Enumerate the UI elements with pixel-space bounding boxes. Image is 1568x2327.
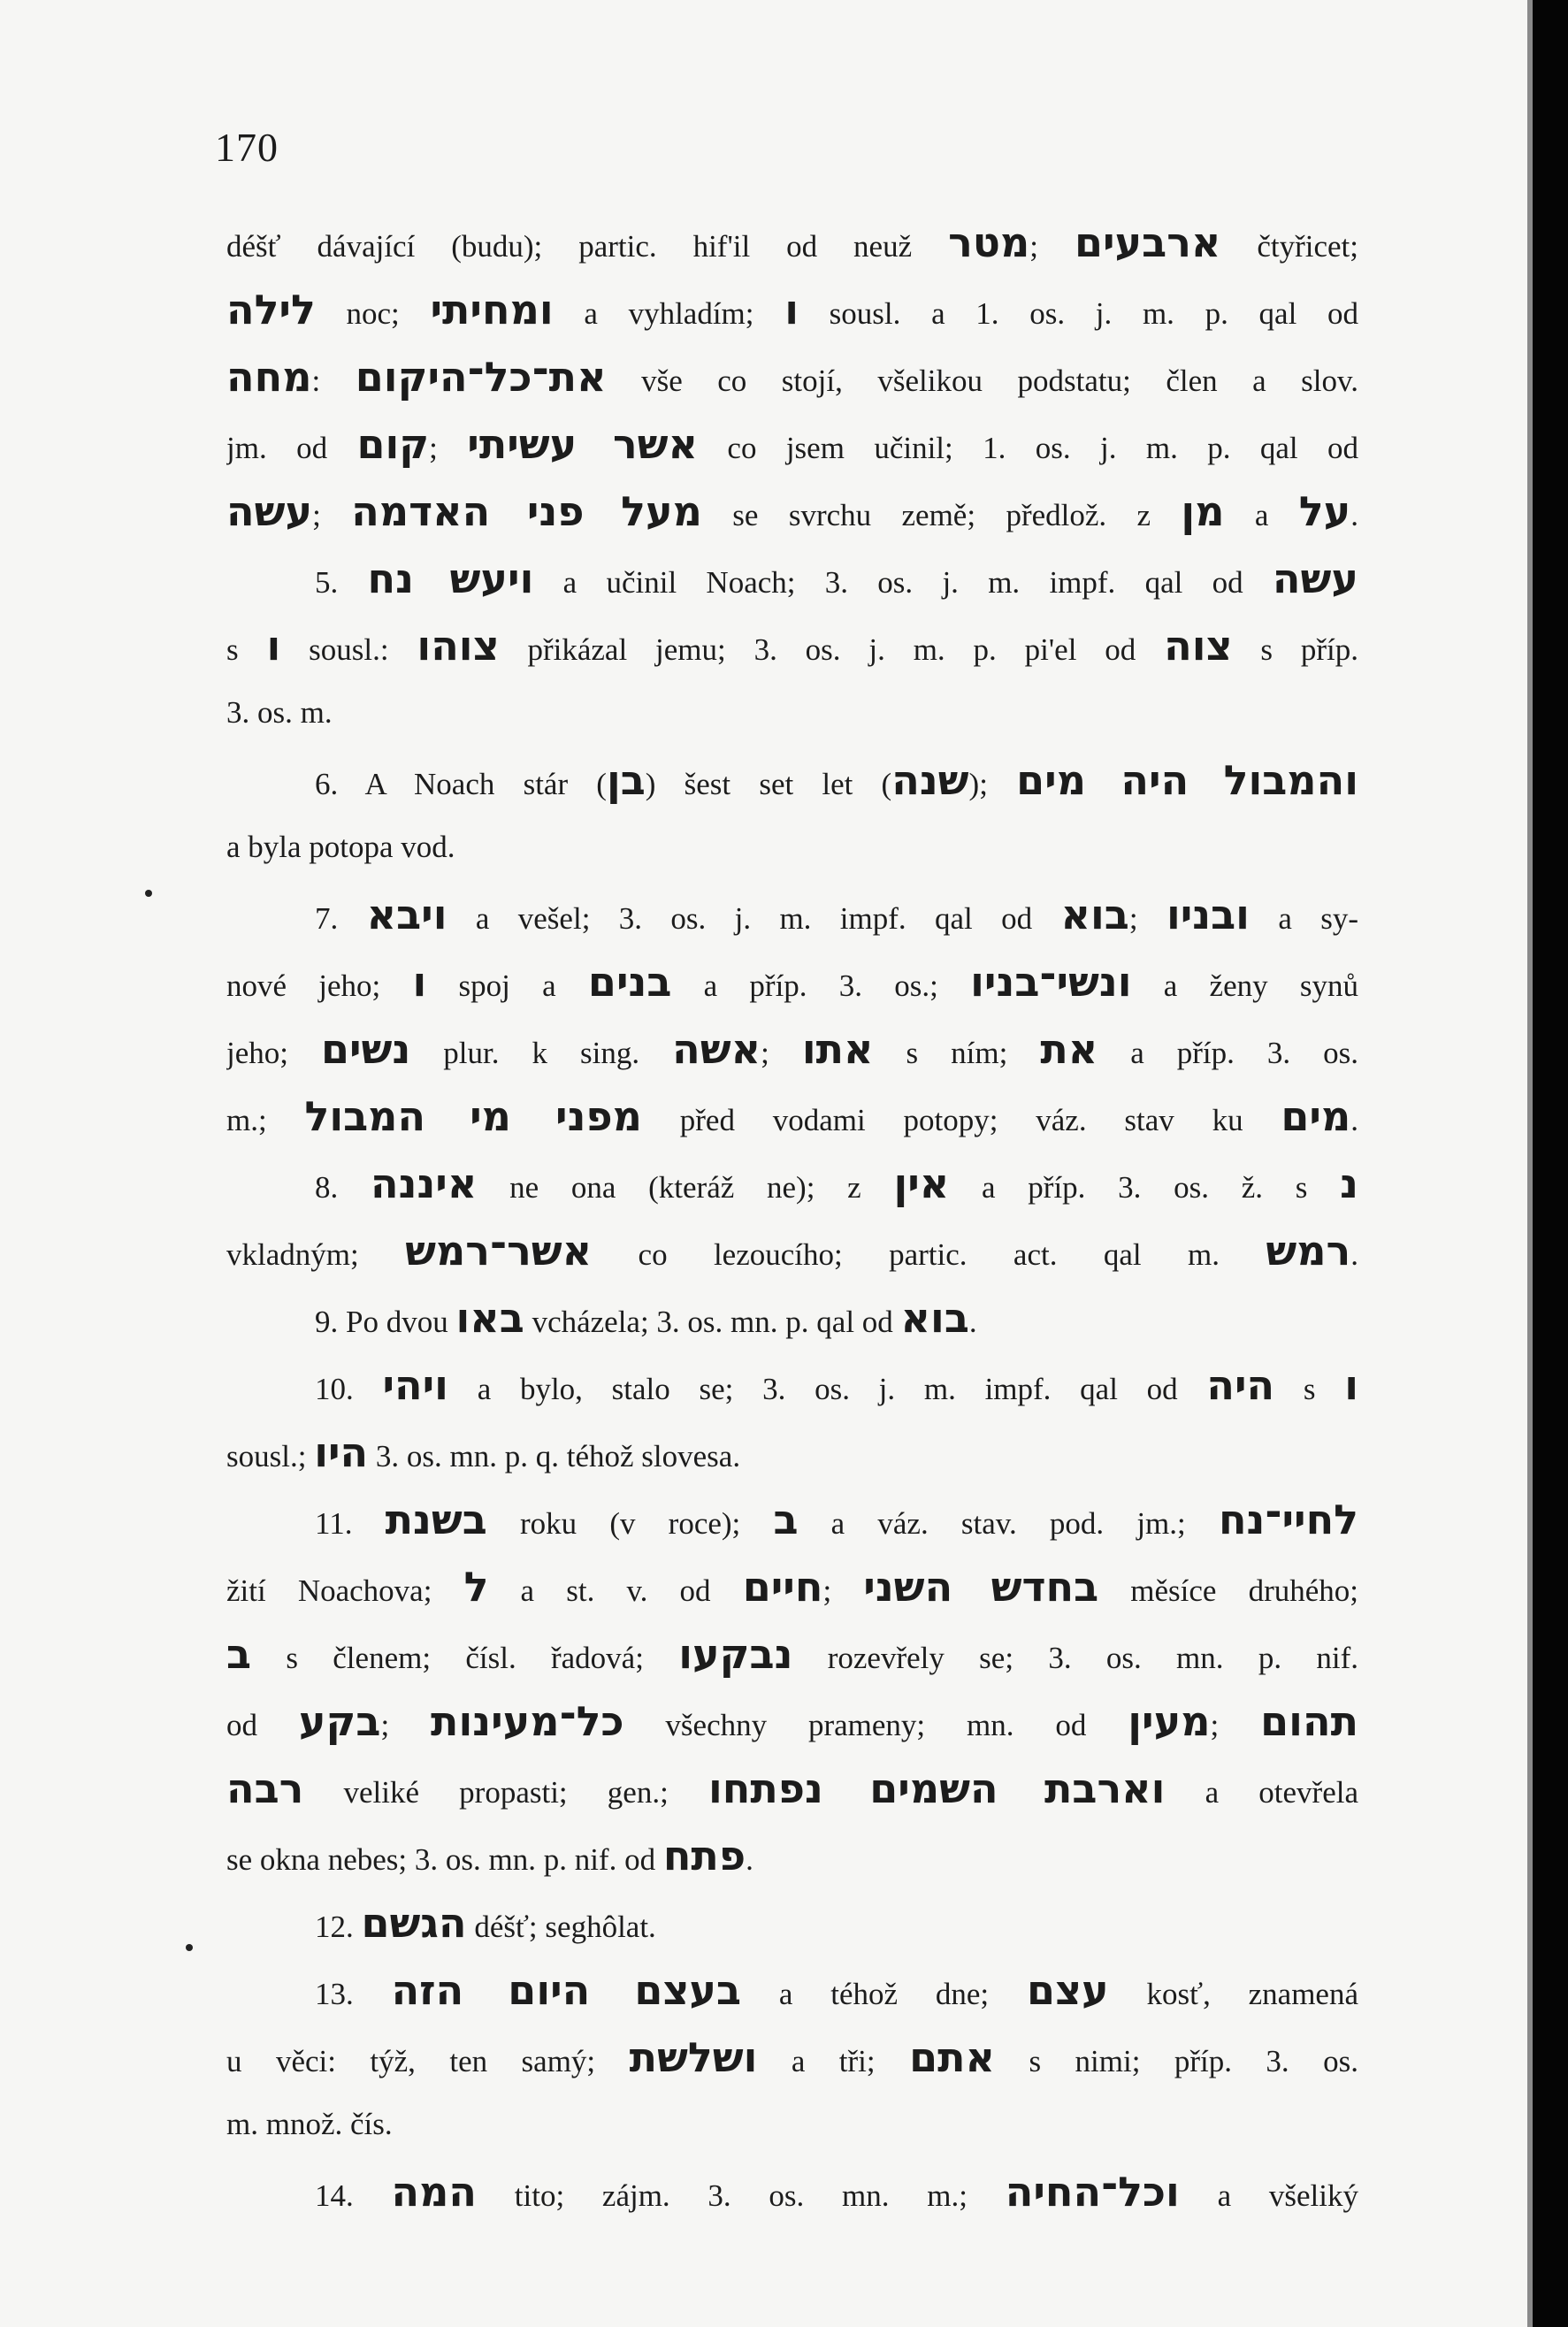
text-line: jm. od קום; אשר עשיתי co jsem učinil; 1. os. j. m. p. qal od: [226, 420, 1358, 468]
hebrew-word: נשים: [320, 1025, 411, 1073]
hebrew-word: נבקעו: [678, 1630, 793, 1678]
hebrew-word: לילה: [226, 286, 316, 333]
text-line: jeho; נשים plur. k sing. אשה; אתו s ním; את a příp. 3. os.: [226, 1025, 1358, 1073]
text-line: לילה noc; ומחיתי a vyhladím; ו sousl. a 1. os. j. m. p. qal od: [226, 286, 1358, 333]
hebrew-word: קום: [356, 420, 430, 468]
hebrew-word: את: [1040, 1025, 1098, 1073]
hebrew-word: בחדש השני: [863, 1563, 1099, 1611]
text-body: [226, 209, 1358, 2225]
hebrew-word: מן: [1181, 487, 1225, 535]
hebrew-word: עשה: [1272, 555, 1358, 602]
hebrew-word: אשר עשיתי: [467, 420, 699, 468]
hebrew-word: אין: [893, 1160, 950, 1207]
hebrew-word: בנים: [587, 958, 672, 1006]
hebrew-word: מעין: [1128, 1697, 1211, 1745]
margin-dot: [186, 1944, 193, 1951]
hebrew-word: אתם: [909, 2033, 996, 2081]
hebrew-word: היו: [314, 1428, 369, 1476]
hebrew-word: ומחיתי: [430, 286, 554, 333]
hebrew-word: צוהו: [417, 622, 500, 670]
hebrew-word: ב: [773, 1496, 799, 1543]
text-line: 3. os. m.: [226, 695, 333, 730]
hebrew-word: על: [1298, 487, 1351, 535]
text-line: 10. ויהי a bylo, stalo se; 3. os. j. m. impf. qal od היה s ו: [315, 1361, 1358, 1409]
text-line: רבה veliké propasti; gen.; וארבת השמים נפתחו a otevřela: [226, 1764, 1358, 1812]
text-line: 7. ויבא a vešel; 3. os. j. m. impf. qal od בוא; ובניו a sy-: [315, 891, 1358, 938]
text-line: m. množ. čís.: [226, 2107, 393, 2141]
hebrew-word: מפני מי המבול: [304, 1092, 642, 1140]
hebrew-word: ל: [463, 1563, 489, 1611]
hebrew-word: אתו: [801, 1025, 874, 1073]
hebrew-word: פתח: [662, 1832, 746, 1879]
text-line: 11. בשנת roku (v roce); ב a váz. stav. pod. jm.; לחיי־נח: [315, 1496, 1358, 1543]
hebrew-word: ויהי: [382, 1361, 448, 1409]
hebrew-word: באו: [455, 1294, 524, 1342]
hebrew-word: ויבא: [366, 891, 447, 938]
text-line: m.; מפני מי המבול před vodami potopy; váz. stav ku מים.: [226, 1092, 1358, 1140]
text-line: 13. בעצם היום הזה a téhož dne; עצם kosť, znamená: [315, 1966, 1358, 2014]
hebrew-word: ב: [226, 1630, 252, 1678]
text-line: vkladným; אשר־רמש co lezoucího; partic. act. qal m. רמש.: [226, 1227, 1358, 1274]
hebrew-word: עצם: [1026, 1966, 1109, 2014]
hebrew-word: בקע: [298, 1697, 381, 1745]
hebrew-word: וכל־החיה: [1005, 2168, 1180, 2216]
hebrew-word: בן: [606, 756, 646, 804]
text-line: 12. הגשם déšť; seghôlat.: [315, 1899, 656, 1947]
hebrew-word: היה: [1206, 1361, 1275, 1409]
page-number: 170: [215, 125, 279, 170]
book-edge: [1533, 0, 1568, 2327]
hebrew-word: ו: [266, 622, 281, 670]
hebrew-word: מחה: [226, 353, 312, 401]
hebrew-word: בוא: [900, 1294, 969, 1342]
text-line: עשה; מעל פני האדמה se svrchu země; předlož. z מן a על.: [226, 487, 1358, 535]
hebrew-word: צוה: [1164, 622, 1233, 670]
hebrew-word: איננה: [371, 1160, 478, 1207]
hebrew-word: מטר: [948, 218, 1030, 266]
margin-dot: [145, 890, 152, 897]
hebrew-word: בוא: [1060, 891, 1129, 938]
hebrew-word: רבה: [226, 1764, 304, 1812]
hebrew-word: המה: [391, 2168, 478, 2216]
text-line: déšť dávající (budu); partic. hif'il od neuž מטר; ארבעים čtyřicet;: [226, 218, 1358, 266]
hebrew-word: והמבול היה מים: [1016, 756, 1358, 804]
text-line: 8. איננה ne ona (kteráž ne); z אין a příp. 3. os. ž. s נ: [315, 1160, 1358, 1207]
hebrew-word: מים: [1281, 1092, 1351, 1140]
hebrew-word: וארבת השמים נפתחו: [708, 1764, 1166, 1812]
text-line: 9. Po dvou באו vcházela; 3. os. mn. p. qal od בוא.: [315, 1294, 977, 1342]
hebrew-word: ויעש נח: [367, 555, 534, 602]
hebrew-word: חיים: [742, 1563, 823, 1611]
hebrew-word: את־כל־היקום: [355, 353, 607, 401]
hebrew-word: ו: [784, 286, 799, 333]
hebrew-word: ו: [412, 958, 427, 1006]
hebrew-word: מעל פני האדמה: [351, 487, 702, 535]
hebrew-word: נ: [1340, 1160, 1358, 1207]
text-line: 14. המה tito; zájm. 3. os. mn. m.; וכל־החיה a všeliký: [315, 2168, 1358, 2216]
hebrew-word: ובניו: [1166, 891, 1250, 938]
hebrew-word: בעצם היום הזה: [391, 1966, 742, 2014]
text-line: 5. ויעש נח a učinil Noach; 3. os. j. m. impf. qal od עשה: [315, 555, 1358, 602]
hebrew-word: ו: [1344, 1361, 1358, 1409]
hebrew-word: ארבעים: [1074, 218, 1221, 266]
hebrew-word: בשנת: [385, 1496, 487, 1543]
text-line: מחה: את־כל־היקום vše co stojí, všelikou podstatu; člen a slov.: [226, 353, 1358, 401]
hebrew-word: אשה: [672, 1025, 761, 1073]
hebrew-word: לחיי־נח: [1218, 1496, 1358, 1543]
hebrew-word: ושלשת: [629, 2033, 758, 2081]
hebrew-word: תהום: [1260, 1697, 1358, 1745]
text-line: od בקע; כל־מעינות všechny prameny; mn. od מעין; תהום: [226, 1697, 1358, 1745]
hebrew-word: אשר־רמש: [405, 1227, 593, 1274]
hebrew-word: עשה: [226, 487, 313, 535]
text-line: nové jeho; ו spoj a בנים a příp. 3. os.; ונשי־בניו a ženy synů: [226, 958, 1358, 1006]
hebrew-word: שנה: [891, 756, 969, 804]
hebrew-word: הגשם: [361, 1899, 467, 1947]
hebrew-word: רמש: [1266, 1227, 1351, 1274]
hebrew-word: ונשי־בניו: [970, 958, 1132, 1006]
hebrew-word: כל־מעינות: [431, 1697, 624, 1745]
text-line: s ו sousl.: צוהו přikázal jemu; 3. os. j. m. p. pi'el od צוה s příp.: [226, 622, 1358, 670]
text-line: a byla potopa vod.: [226, 830, 455, 864]
text-line: u věci: týž, ten samý; ושלשת a tři; אתם s nimi; příp. 3. os.: [226, 2033, 1358, 2081]
text-line: sousl.; היו 3. os. mn. p. q. téhož slovesa.: [226, 1428, 741, 1476]
text-line: žití Noachova; ל a st. v. od חיים; בחדש השני měsíce druhého;: [226, 1563, 1358, 1611]
text-line: ב s členem; čísl. řadová; נבקעו rozevřely se; 3. os. mn. p. nif.: [226, 1630, 1358, 1678]
text-line: se okna nebes; 3. os. mn. p. nif. od פתח.: [226, 1832, 753, 1879]
text-line: 6. A Noach stár (בן) šest set let (שנה); והמבול היה מים: [315, 756, 1358, 804]
